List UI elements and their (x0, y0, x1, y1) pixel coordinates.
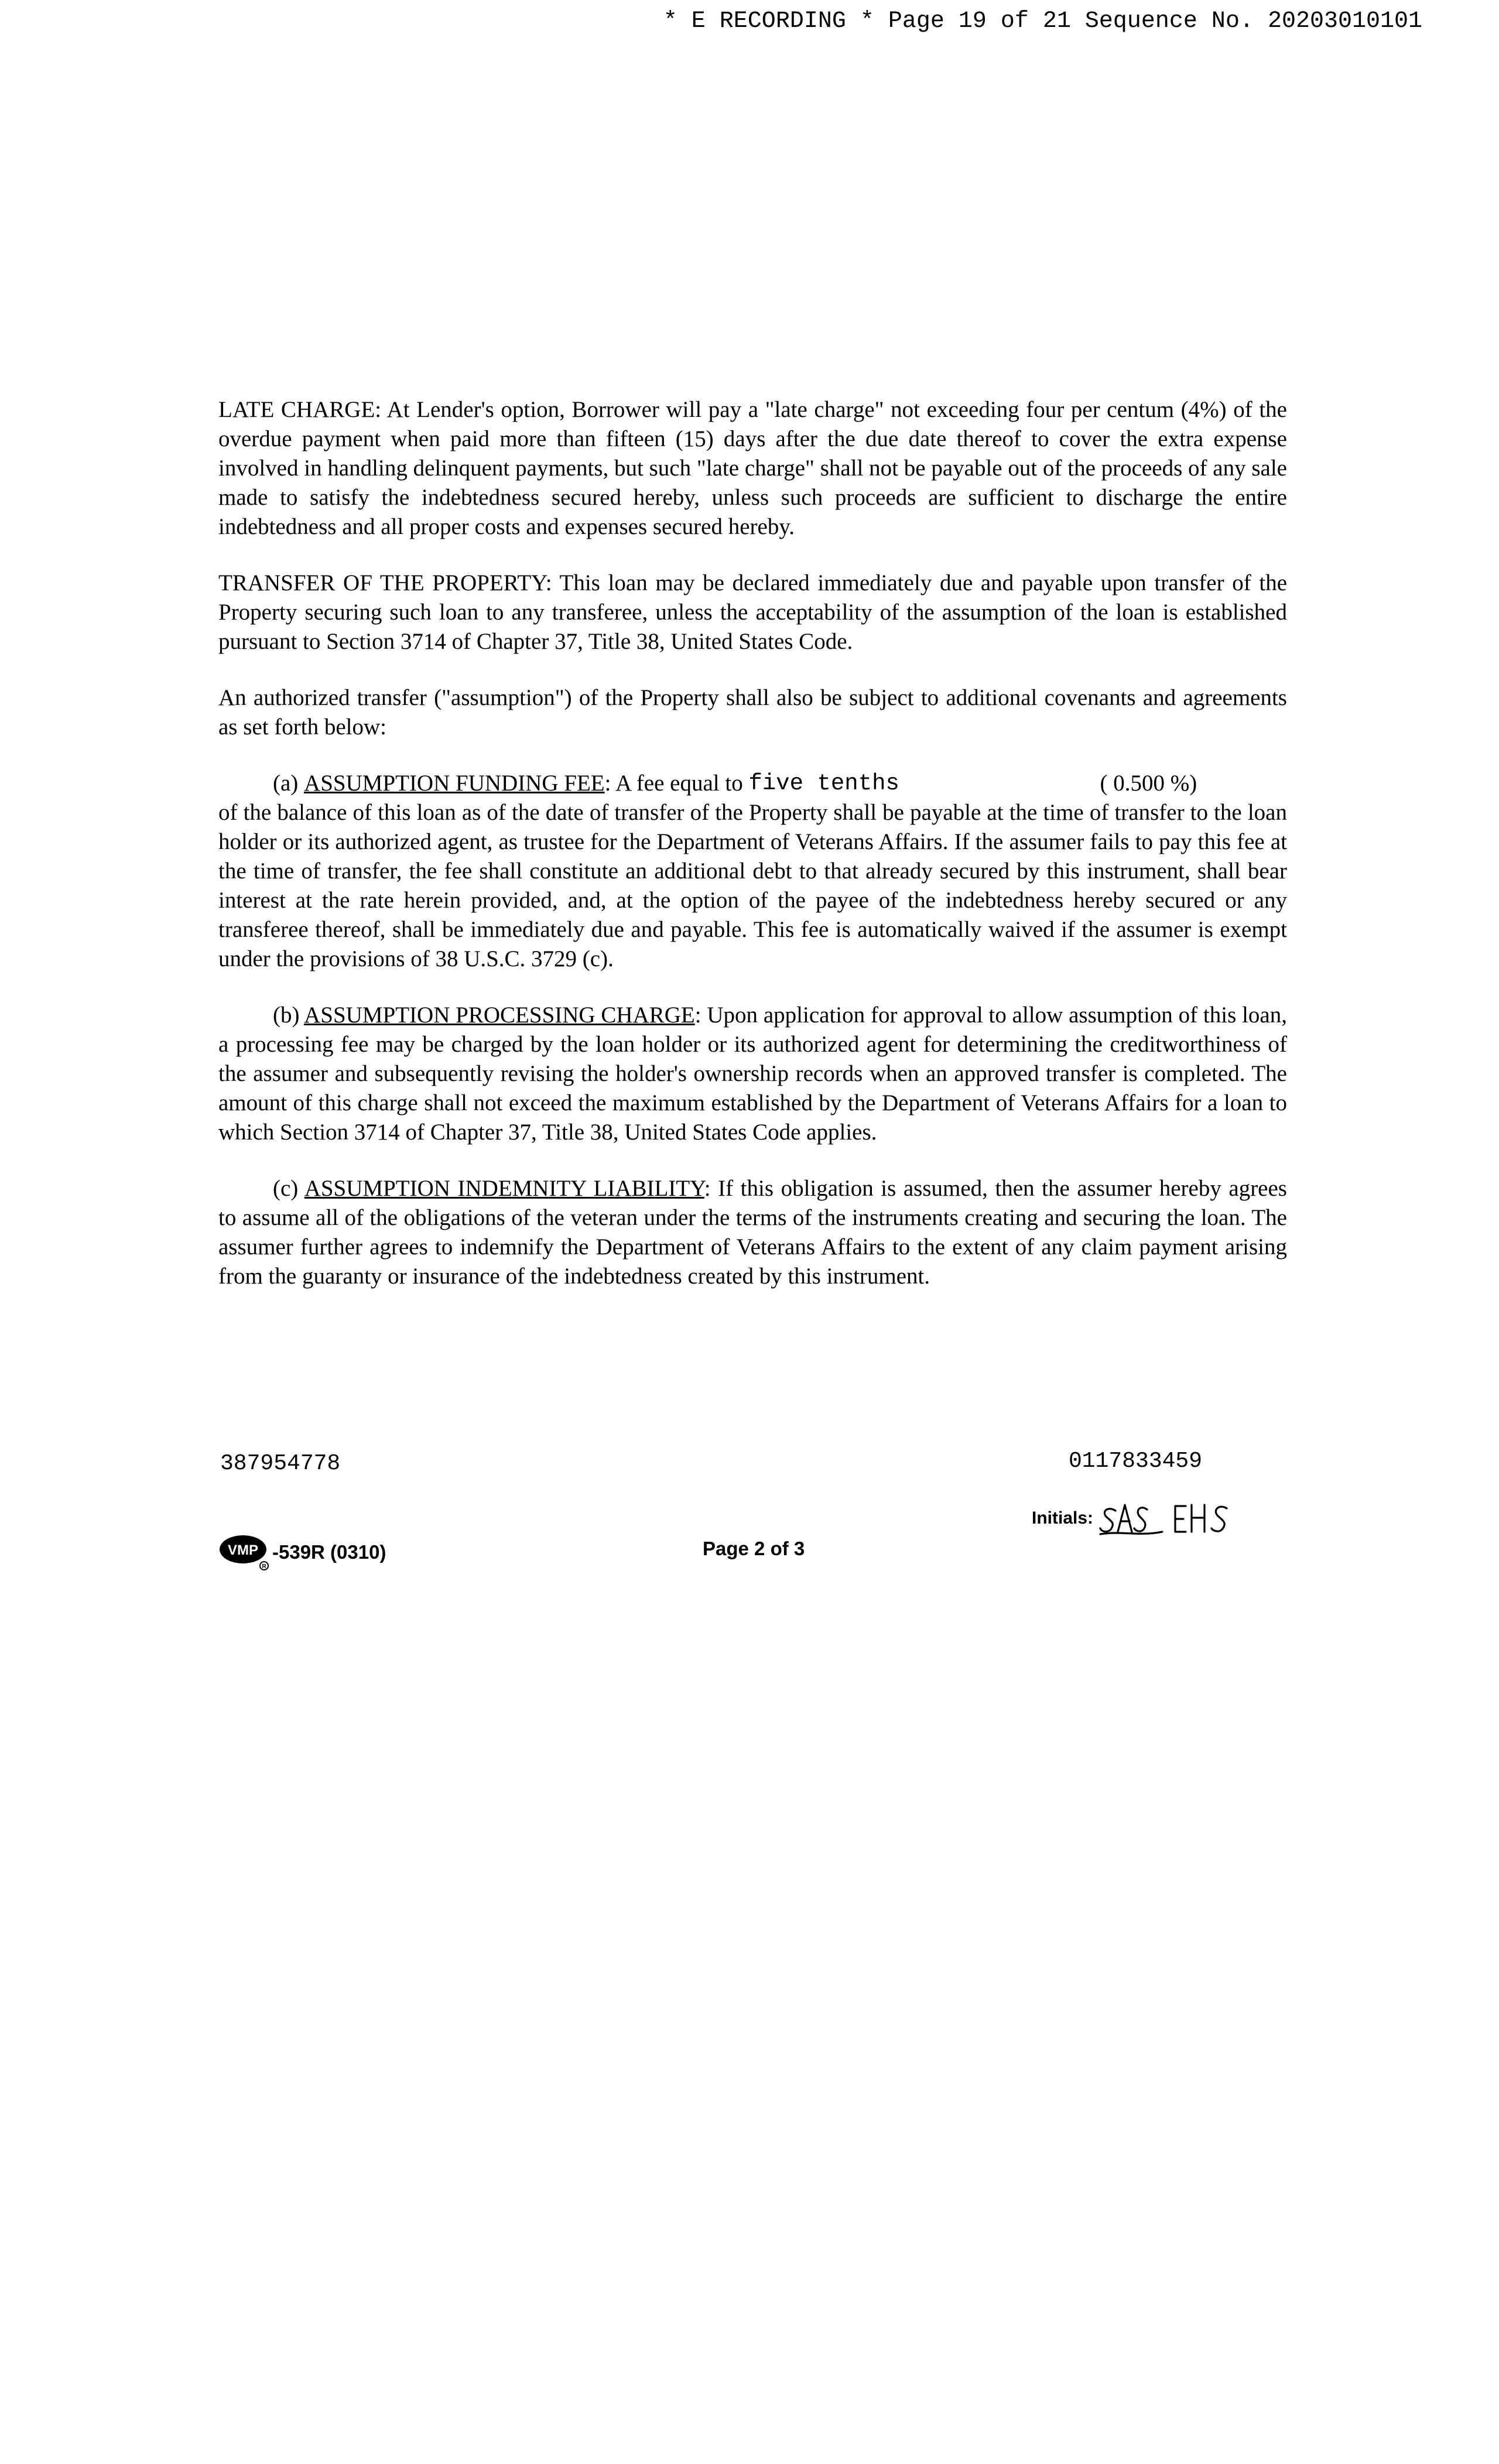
form-number-block (218, 1534, 386, 1570)
late-charge-paragraph: LATE CHARGE: At Lender's option, Borrower will pay a "late charge" not exceeding four per centum (4%) of the overdue payment when paid more than fifteen (15) days after the due date thereof to cover the extra expense involved in handling delinquent payments, but such "late charge" shall not be payable out of the proceeds of any sale made to satisfy the indebtedness secured hereby, unless such proceeds are sufficient to discharge the entire indebtedness and all proper costs and expenses secured hereby. (218, 397, 1287, 539)
vmp-logo-text: VMP (227, 1542, 259, 1558)
form-number: -539R (0310) (272, 1541, 386, 1563)
funding-fee-rate-words: five tenths (748, 771, 899, 796)
processing-charge-paragraph (218, 1001, 1287, 1147)
processing-charge-heading: ASSUMPTION PROCESSING CHARGE (304, 1002, 695, 1028)
document-body (218, 395, 1287, 1318)
svg-text:R: R (262, 1563, 266, 1570)
indemnity-heading: ASSUMPTION INDEMNITY LIABILITY (304, 1176, 704, 1201)
loan-number-left: 387954778 (220, 1451, 341, 1476)
initials-label: Initials: (1032, 1508, 1094, 1528)
processing-charge-text: : Upon application for approval to allow assumption of this loan, a processing fee may be charged by the loan holder or its authorized agent for determining the creditworthiness of the assumer and subsequently revising the holder's ownership records when an approved transfer is completed. The amount of this charge shall not exceed the maximum established by the Department of Veterans Affairs for a loan to which Section 3714 of Chapter 37, Title 38, United States Code applies. (218, 1002, 1287, 1145)
funding-fee-line (218, 769, 1287, 798)
loan-number-right: 0117833459 (1069, 1449, 1203, 1474)
funding-fee-rate-percent (1100, 769, 1197, 798)
indemnity-text: : If this obligation is assumed, then the assumer hereby agrees to assume all of the obligations of the veteran under the terms of the instruments creating and securing the loan. The assumer further agrees to indemnify the Department of Veterans Affairs to the extent of any claim payment arising from the guaranty or insurance of the indebtedness created by this instrument. (218, 1176, 1287, 1289)
funding-fee-heading: ASSUMPTION FUNDING FEE (304, 771, 605, 796)
initials-signature (1098, 1498, 1250, 1539)
funding-fee-rate-percent-value: ( 0.500 %) (1100, 771, 1197, 796)
indemnity-prefix: (c) (273, 1176, 304, 1201)
funding-fee-prefix: (a) (273, 771, 304, 796)
initials-block (1032, 1498, 1250, 1539)
funding-fee-lead: : A fee equal to (604, 771, 749, 796)
page-number: Page 2 of 3 (703, 1538, 805, 1559)
vmp-logo-icon (218, 1534, 270, 1570)
recording-header: * E RECORDING * Page 19 of 21 Sequence No. 20203010101 (663, 8, 1422, 35)
funding-fee-section (218, 769, 1287, 974)
funding-fee-text: of the balance of this loan as of the date of transfer of the Property shall be payable at the time of transfer to the loan holder or its authorized agent, as trustee for the Department of Veterans Affairs. If the assumer fails to pay this fee at the time of transfer, the fee shall constitute an additional debt to that already secured by this instrument, shall bear interest at the rate herein provided, and, at the option of the payee of the indebtedness hereby secured or any transferee thereof, shall be immediately due and payable. This fee is automatically waived if the assumer is exempt under the provisions of 38 U.S.C. 3729 (c). (218, 800, 1287, 971)
assumption-intro-paragraph: An authorized transfer ("assumption") of the Property shall also be subject to additional covenants and agreements as set forth below: (218, 685, 1287, 740)
transfer-paragraph: TRANSFER OF THE PROPERTY: This loan may be declared immediately due and payable upon transfer of the Property securing such loan to any transferee, unless the acceptability of the assumption of the loan is established pursuant to Section 3714 of Chapter 37, Title 38, United States Code. (218, 570, 1287, 654)
processing-charge-prefix: (b) (273, 1002, 304, 1028)
indemnity-paragraph (218, 1174, 1287, 1291)
